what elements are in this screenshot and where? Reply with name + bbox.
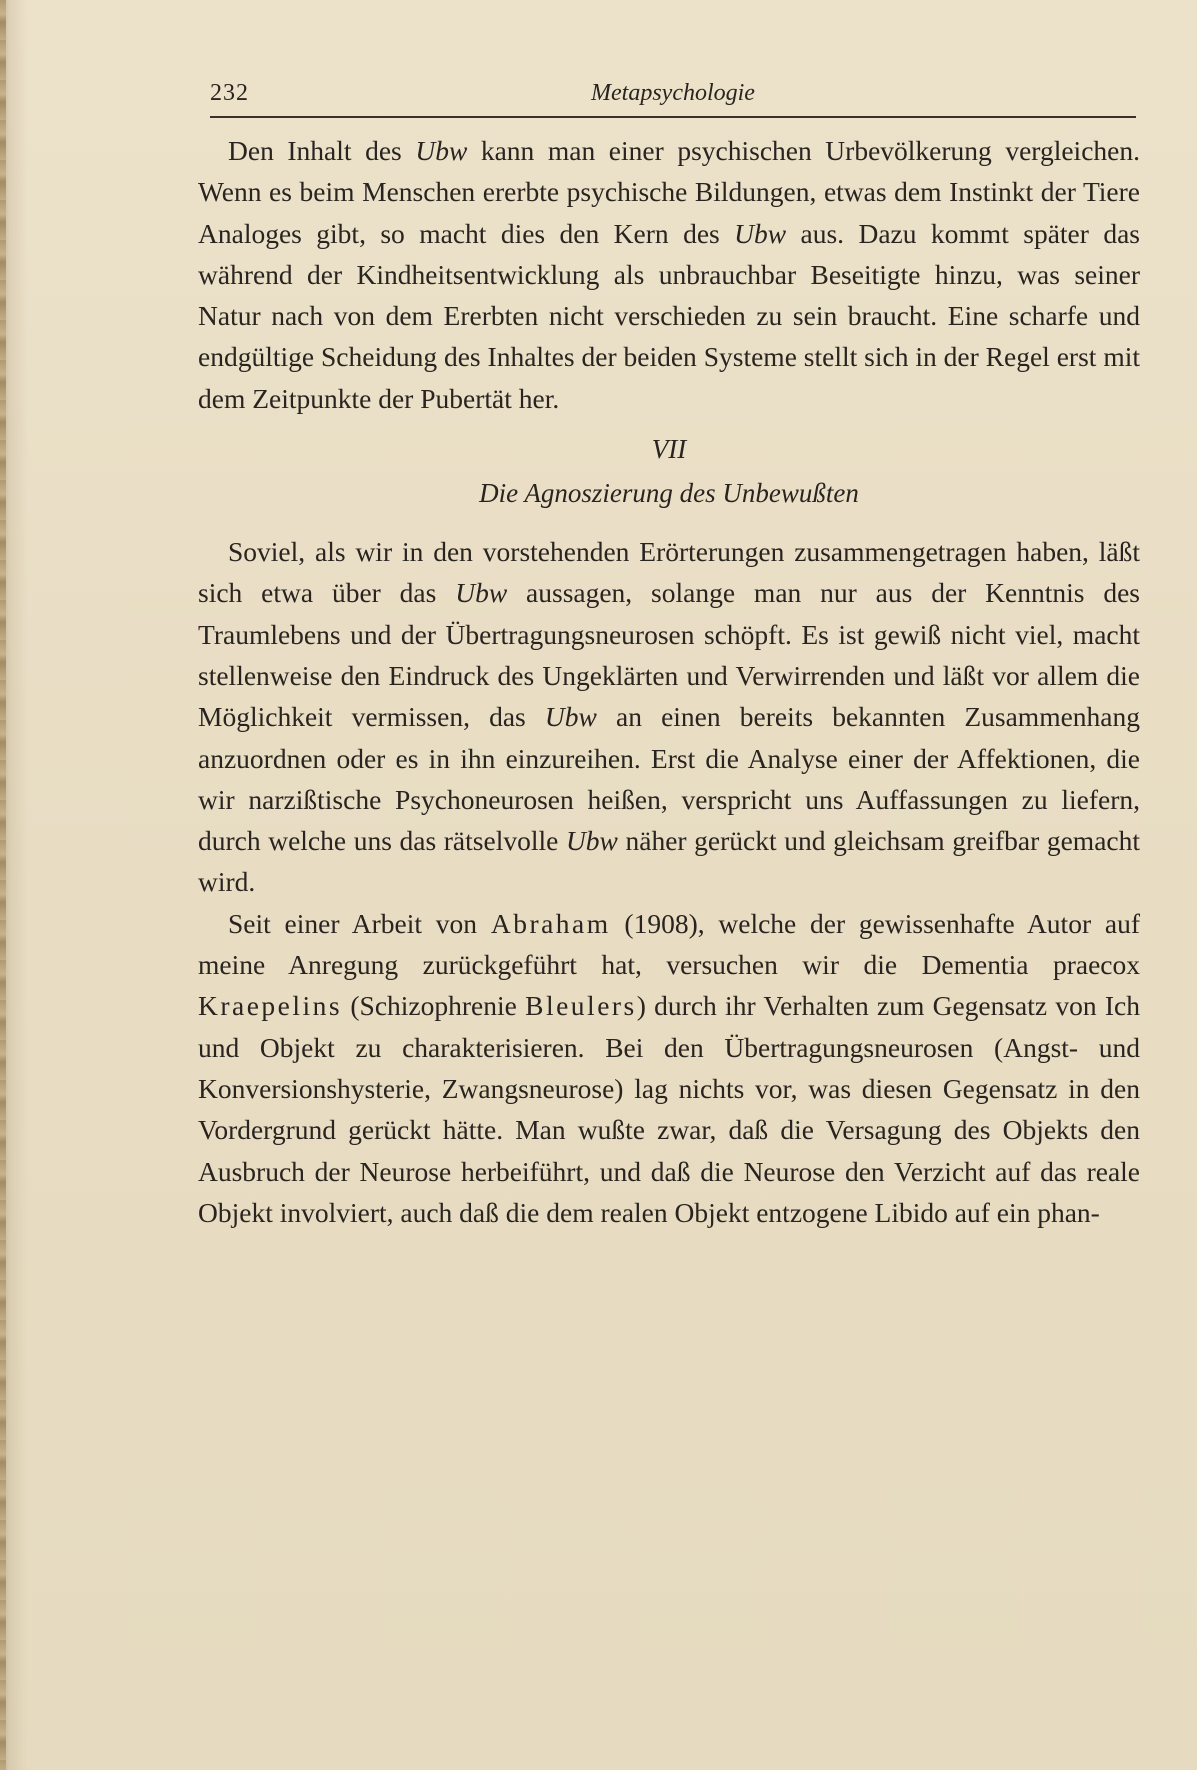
text-run: ) durch ihr Verhalten zum Gegensatz von Ich und Objekt zu charakterisieren. Bei den Übertragungsneurosen (Angst- und Konversionshysterie, Zwangsneurose) lag nichts vor, was diesen Gegensatz in den Vordergrund gerückt hätte. Man wußte zwar, daß die Versagung des Objekts den Ausbruch der Neurose herbeiführt, und daß die Neurose den Verzicht auf das reale Objekt involviert, auch daß die dem realen Objekt entzogene Libido auf ein phan- [198, 990, 1140, 1228]
text-run: Soviel, als wir in den vorstehenden Erörterungen zusammengetragen haben, läßt sich etwa über das [198, 536, 1140, 609]
section-number: VII [651, 434, 687, 465]
text-run: Den Inhalt des [228, 135, 416, 166]
page-header [210, 80, 1136, 120]
text-run: an einen bereits bekannten Zusammenhang anzuordnen oder es in ihn einzureihen. Erst die Analyse einer der Affektionen, die wir narzißtische Psychoneurosen heißen, verspricht uns Auffassungen zu liefern, durch welche uns das rätselvolle [198, 701, 1141, 857]
paragraph-2 [198, 531, 1140, 903]
spaced-name: Bleulers [525, 990, 637, 1022]
italic-term: Ubw [415, 135, 468, 166]
text-run: aussagen, solange man nur aus der Kenntnis des Traumlebens und der Übertragungsneurosen schöpft. Es ist gewiß nicht viel, macht stellenweise den Eindruck des Ungeklärten und Verwirrenden und läßt vor allem die Möglichkeit vermissen, das [198, 577, 1141, 733]
text-run: (1908), welche der gewissenhafte Autor auf meine Anregung zurückgeführt hat, versuchen wir die Dementia praecox [198, 907, 1140, 981]
spaced-name: Kraepelins [198, 990, 343, 1022]
page-body [198, 130, 1140, 1233]
text-run: Seit einer Arbeit von [228, 907, 491, 939]
italic-term: Ubw [455, 577, 508, 609]
page-spine-edge [0, 0, 6, 1770]
page-number: 232 [210, 80, 249, 106]
spaced-name: Abraham [490, 907, 611, 939]
italic-term: Ubw [544, 701, 597, 733]
text-run: näher gerückt und gleichsam greifbar gemacht wird. [198, 825, 1140, 898]
paragraph-3 [198, 903, 1140, 1233]
section-title: Die Agnoszierung des Unbewußten [479, 478, 859, 509]
italic-term: Ubw [565, 825, 618, 857]
text-run: kann man einer psychischen Urbevölkerung vergleichen. Wenn es beim Menschen ererbte psychische Bildungen, etwas dem Instinkt der Tiere Analoges gibt, so macht dies den Kern des [198, 135, 1140, 249]
paragraph-1 [198, 130, 1140, 419]
text-run: (Schizophrenie [342, 990, 526, 1022]
header-rule [210, 116, 1136, 118]
text-run: aus. Dazu kommt später das während der Kindheitsentwicklung als unbrauchbar Beseitigte hinzu, was seiner Natur nach von dem Ererbten nicht verschieden zu sein braucht. Eine scharfe und endgültige Scheidung des Inhaltes der beiden Systeme stellt sich in der Regel erst mit dem Zeitpunkte der Pubertät her. [198, 217, 1140, 414]
running-head: Metapsychologie [591, 80, 755, 106]
italic-term: Ubw [734, 217, 787, 249]
